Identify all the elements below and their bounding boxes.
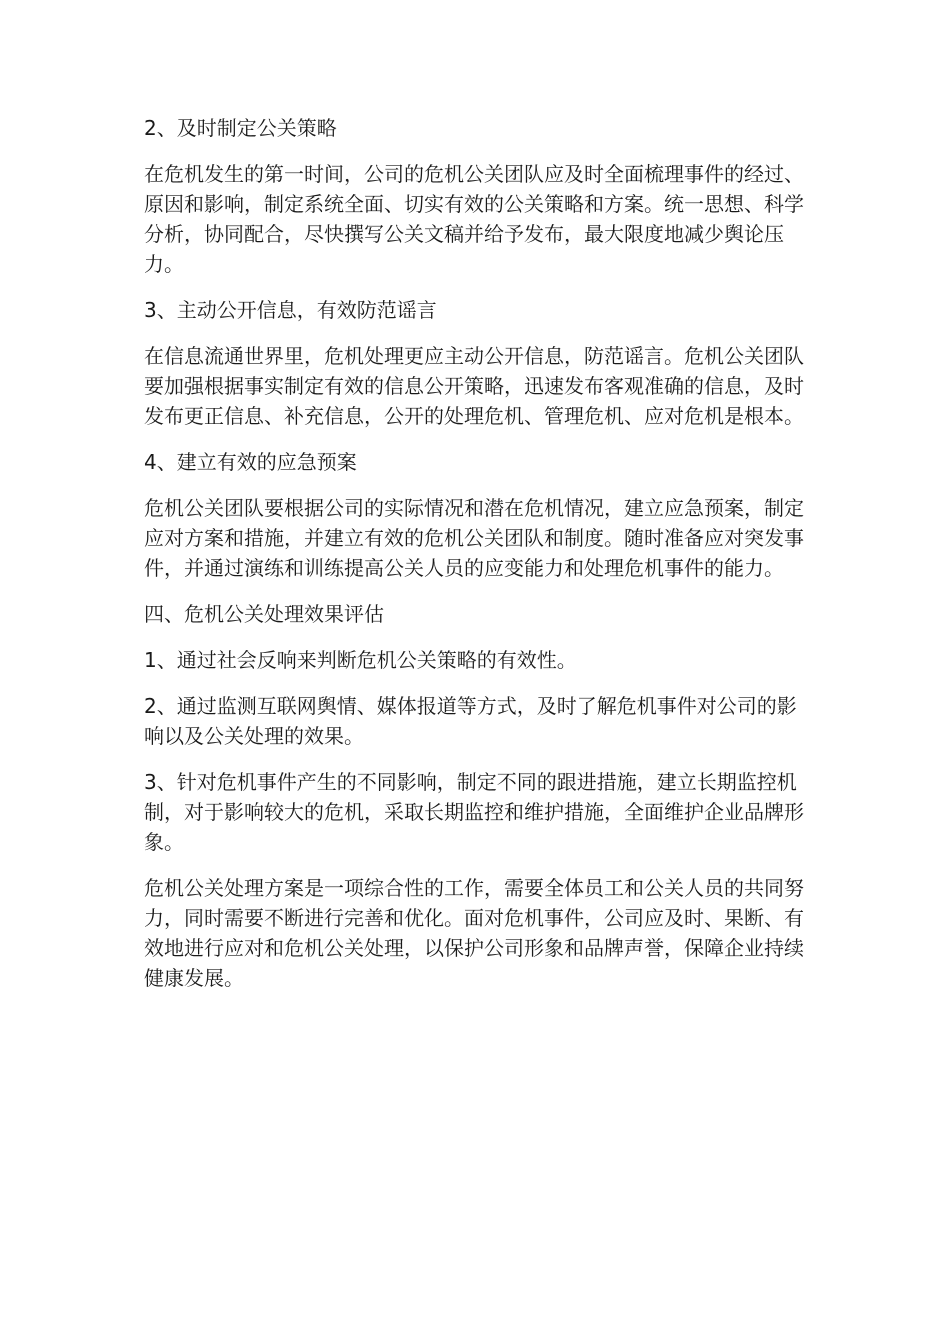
chapter-heading-evaluation: 四、危机公关处理效果评估 — [144, 602, 384, 626]
section-heading-strategy: 2、及时制定公关策略 — [144, 116, 337, 140]
paragraph-conclusion: 危机公关处理方案是一项综合性的工作，需要全体员工和公关人员的共同努力，同时需要不断进行完善和优化。面对危机事件，公司应及时、果断、有效地进行应对和危机公关处理，以保护公司形象和品牌声誉，保障企业持续健康发展。 — [144, 876, 804, 990]
paragraph-contingency: 危机公关团队要根据公司的实际情况和潜在危机情况，建立应急预案，制定应对方案和措施，并建立有效的危机公关团队和制度。随时准备应对突发事件，并通过演练和训练提高公关人员的应变能力和处理危机事件的能力。 — [144, 496, 804, 580]
paragraph-strategy: 在危机发生的第一时间，公司的危机公关团队应及时全面梳理事件的经过、原因和影响，制定系统全面、切实有效的公关策略和方案。统一思想、科学分析，协同配合，尽快撰写公关文稿并给予发布，最大限度地减少舆论压力。 — [144, 162, 804, 276]
paragraph-disclosure: 在信息流通世界里，危机处理更应主动公开信息，防范谣言。危机公关团队要加强根据事实制定有效的信息公开策略，迅速发布客观准确的信息，及时发布更正信息、补充信息，公开的处理危机、管理危机、应对危机是根本。 — [144, 344, 804, 428]
section-heading-disclosure: 3、主动公开信息，有效防范谣言 — [144, 298, 437, 322]
document-page — [144, 113, 810, 1009]
section-heading-contingency: 4、建立有效的应急预案 — [144, 450, 357, 474]
list-item-evaluation-1: 1、通过社会反响来判断危机公关策略的有效性。 — [144, 648, 577, 672]
list-item-evaluation-2: 2、通过监测互联网舆情、媒体报道等方式，及时了解危机事件对公司的影响以及公关处理的效果。 — [144, 694, 797, 748]
list-item-evaluation-3: 3、针对危机事件产生的不同影响，制定不同的跟进措施，建立长期监控机制，对于影响较大的危机，采取长期监控和维护措施，全面维护企业品牌形象。 — [144, 770, 804, 854]
